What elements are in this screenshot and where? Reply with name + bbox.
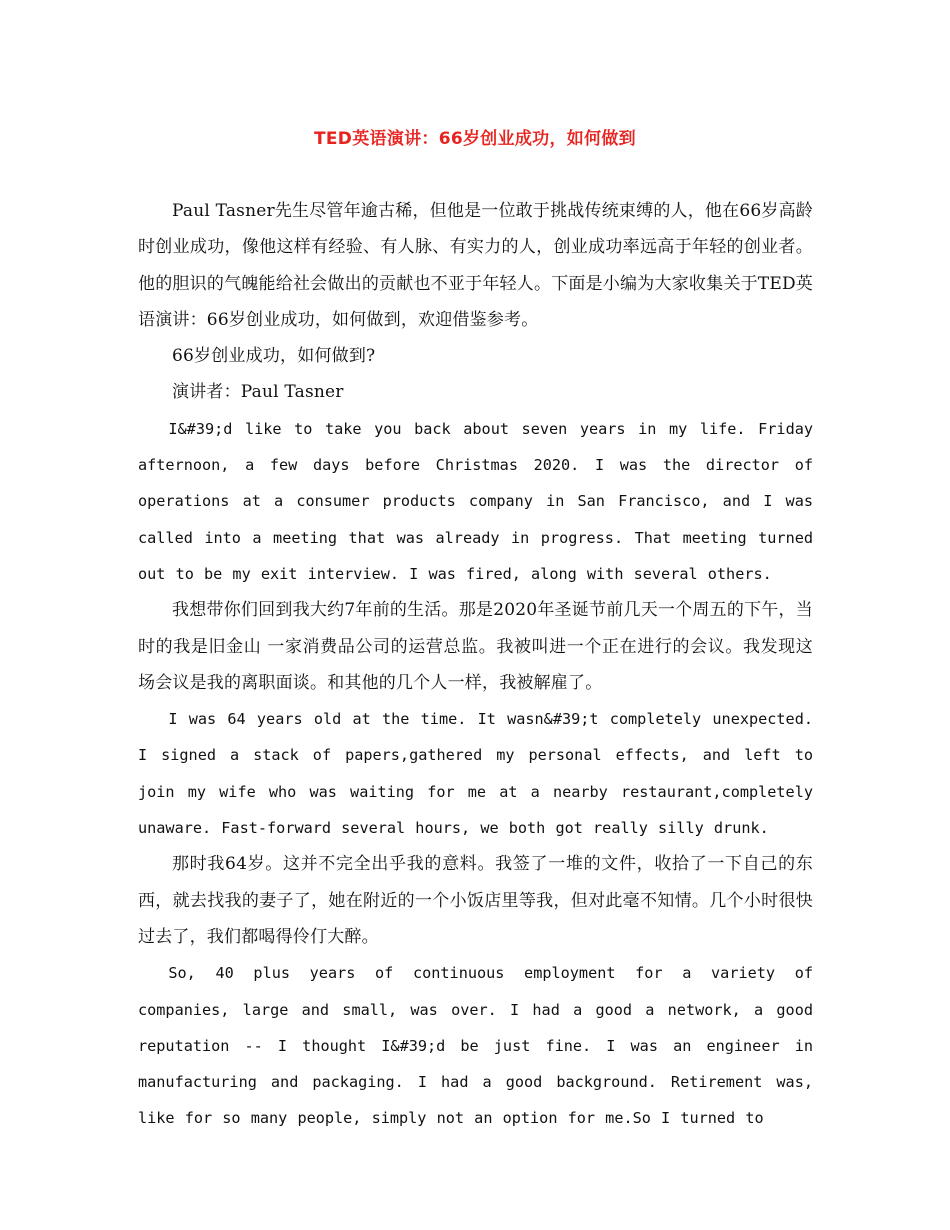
speaker-paragraph: 演讲者：Paul Tasner xyxy=(172,382,344,403)
english-paragraph-1: I&#39;d like to take you back about seven years in my life. Friday afternoon, a few days before Christmas 2020. I was the director of operations at a consumer products company in San Francisco, and I was called into a meeting that was already in progress. That meeting turned out to be my exit interview. I was fired, along with several others. xyxy=(138,419,813,583)
chinese-paragraph-2: 那时我64岁。这并不完全出乎我的意料。我签了一堆的文件，收拾了一下自己的东西，就去找我的妻子了，她在附近的一个小饭店里等我，但对此毫不知情。几个小时很快过去了，我们都喝得伶仃大醉。 xyxy=(138,854,813,947)
english-paragraph-2: I was 64 years old at the time. It wasn&#39;t completely unexpected. I signed a stack of papers,gathered my personal effects, and left to join my wife who was waiting for me at a nearby restaurant,completely unaware. Fast-forward several hours, we both got really silly drunk. xyxy=(138,710,813,838)
chinese-paragraph-1: 我想带你们回到我大约7年前的生活。那是2020年圣诞节前几天一个周五的下午，当时的我是旧金山 一家消费品公司的运营总监。我被叫进一个正在进行的会议。我发现这场会议是我的离职面谈。和其他的几个人一样，我被解雇了。 xyxy=(138,600,813,693)
page-title: TED英语演讲：66岁创业成功，如何做到 xyxy=(314,129,636,149)
english-paragraph-3: So, 40 plus years of continuous employment for a variety of companies, large and small, was over. I had a good a network, a good reputation -- I thought I&#39;d be just fine. I was an engineer in manufacturing and packaging. I had a good background. Retirement was, like for so many people, simply not an option for me.So I turned to xyxy=(138,964,813,1128)
document-body xyxy=(138,193,813,1137)
intro-paragraph: Paul Tasner先生尽管年逾古稀，但他是一位敢于挑战传统束缚的人，他在66岁高龄时创业成功，像他这样有经验、有人脉、有实力的人，创业成功率远高于年轻的创业者。他的胆识的气魄能给社会做出的贡献也不亚于年轻人。下面是小编为大家收集关于TED英语演讲：66岁创业成功，如何做到，欢迎借鉴参考。 xyxy=(138,201,813,330)
subtitle-paragraph: 66岁创业成功，如何做到? xyxy=(172,346,376,367)
